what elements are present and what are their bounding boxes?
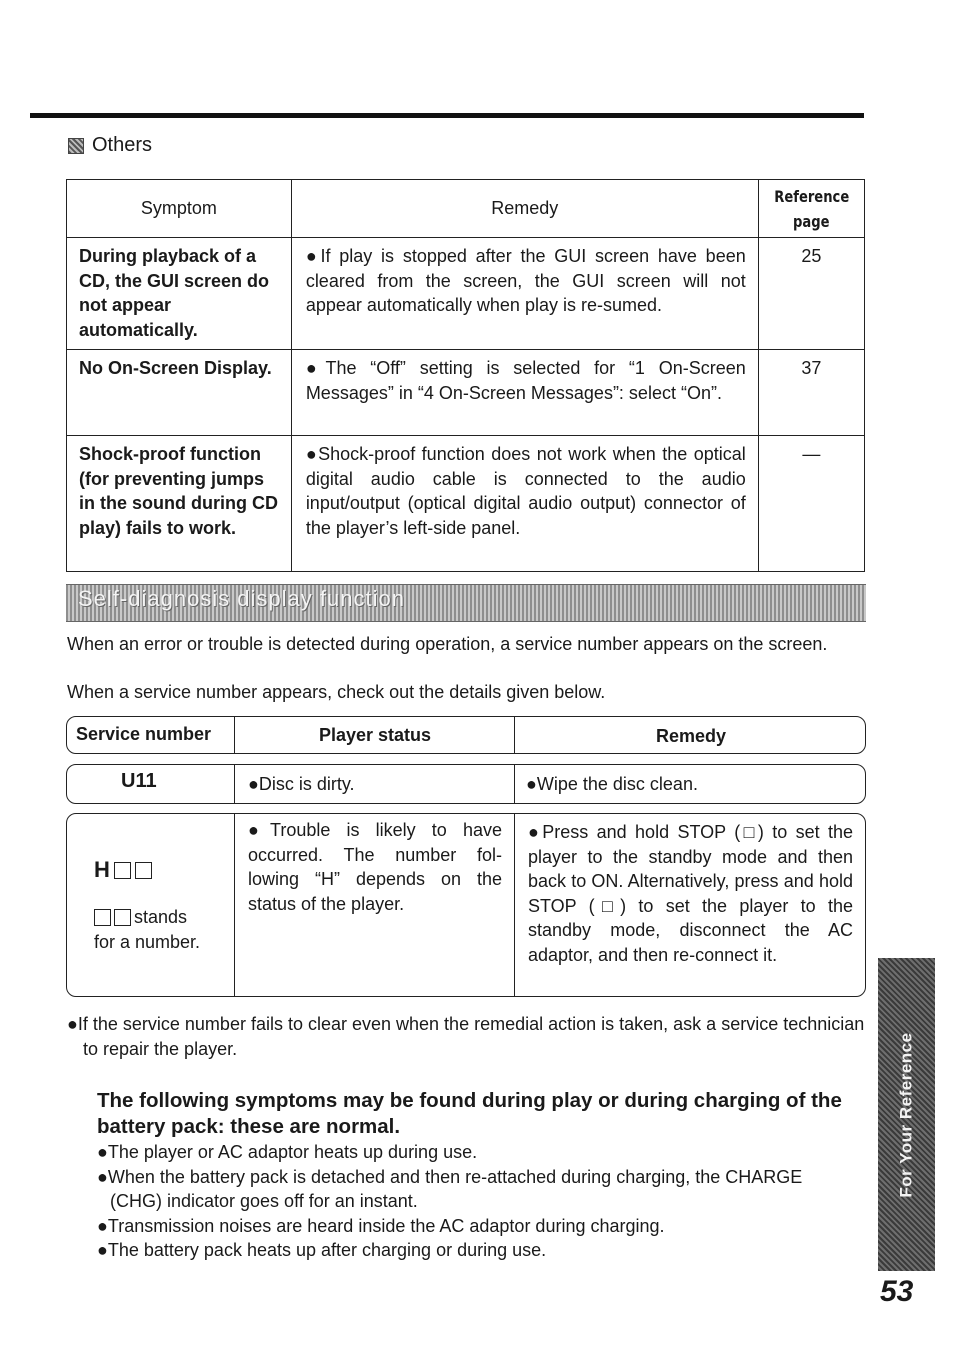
section-title: Others <box>92 134 153 156</box>
digit-placeholder-icon <box>94 909 111 926</box>
remedy-cell: ●Shock-proof function does not work when the optical digital audio cable is connected to the audio input/output (optical digital audio output) connector of the player’s left-side panel. <box>291 436 758 572</box>
divider <box>234 813 235 997</box>
list-item: ●The player or AC adaptor heats up during use. <box>97 1142 478 1162</box>
intro-text-2: When a service number appears, check out the details given below. <box>67 682 606 702</box>
digit-placeholder-icon <box>114 909 131 926</box>
header-service-number: Service number <box>76 724 212 744</box>
divider <box>514 764 515 804</box>
header-reference-page <box>758 180 864 238</box>
table-row <box>67 350 865 436</box>
table-header-row <box>67 180 865 238</box>
symptom-cell: During playback of a CD, the GUI screen do not appear automatically. <box>67 238 292 350</box>
h-note-line-2: for a number. <box>94 932 201 952</box>
header-symptom: Symptom <box>67 180 292 238</box>
header-remedy: Remedy <box>655 726 727 746</box>
digit-placeholder-icon <box>114 862 131 879</box>
side-tab-label-wrap <box>878 958 935 1271</box>
header-reference-label: Reference <box>773 187 849 206</box>
reference-cell: — <box>758 436 864 572</box>
table-row <box>67 436 865 572</box>
player-status-u11: ●Disc is dirty. <box>248 774 355 794</box>
troubleshooting-table <box>66 179 865 572</box>
divider <box>514 813 515 997</box>
page-number: 53 <box>880 1275 914 1308</box>
divider <box>234 764 235 804</box>
remedy-h: ●Press and hold STOP (□) to set the player to the standby mode and then back to ON. Alternatively, press and hold STOP (□) to set the player to the standby mode, disconnect the AC adaptor, and then re-connect it. <box>528 822 853 965</box>
reference-cell: 25 <box>758 238 864 350</box>
list-item: ●Transmission noises are heard inside the AC adaptor during charging. <box>97 1215 665 1236</box>
side-tab-label: For Your Reference <box>896 1031 916 1198</box>
service-code-h <box>94 858 152 883</box>
player-status-h: ●Trouble is likely to have occurred. The number fol-lowing “H” depends on the status of the player. <box>248 820 502 914</box>
digit-placeholder-icon <box>135 862 152 879</box>
header-remedy: Remedy <box>291 180 758 238</box>
remedy-u11: ●Wipe the disc clean. <box>526 774 698 794</box>
header-page-label: page <box>793 211 830 231</box>
service-row-u11 <box>66 764 866 804</box>
h-note-line-1 <box>94 905 187 930</box>
h-note-stands: stands <box>134 907 188 927</box>
service-code-u11: U11 <box>121 770 157 792</box>
service-note: ●If the service number fails to clear even when the remedial action is taken, ask a service technician to repair the player. <box>67 1014 865 1059</box>
normal-symptoms-list <box>97 1140 847 1263</box>
table-row <box>67 238 865 350</box>
section-heading <box>68 134 152 157</box>
remedy-cell: ●The “Off” setting is selected for “1 On-Screen Messages” in “4 On-Screen Messages”: select “On”. <box>291 350 758 436</box>
service-code-h-letter: H <box>94 857 110 882</box>
remedy-cell: ●If play is stopped after the GUI screen have been cleared from the screen, the GUI screen will not appear automatically when play is re-sumed. <box>291 238 758 350</box>
square-bullet-icon <box>68 138 84 154</box>
list-item: ●The battery pack heats up after charging or during use. <box>97 1240 547 1260</box>
top-rule <box>30 113 864 118</box>
divider <box>514 716 515 754</box>
list-item: ●When the battery pack is detached and then re-attached during charging, the CHARGE (CHG) indicator goes off for an instant. <box>97 1166 803 1211</box>
banner-title: Self-diagnosis display function <box>78 586 405 611</box>
divider <box>234 716 235 754</box>
symptom-cell: Shock-proof function (for preventing jumps in the sound during CD play) fails to work. <box>67 436 292 572</box>
normal-symptoms-heading: The following symptoms may be found during play or during charging of the battery pack: these are normal. <box>97 1089 842 1138</box>
intro-text-1: When an error or trouble is detected during operation, a service number appears on the screen. <box>67 634 828 654</box>
symptom-cell: No On-Screen Display. <box>67 350 292 436</box>
reference-cell: 37 <box>758 350 864 436</box>
header-player-status: Player status <box>318 725 432 745</box>
